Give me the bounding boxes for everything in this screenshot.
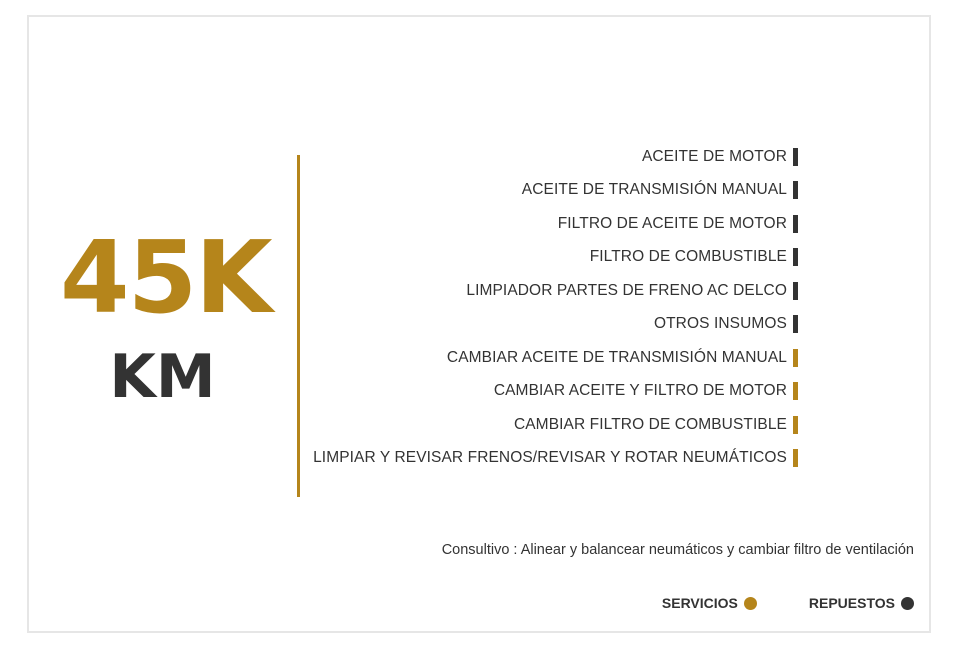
task-item [313, 140, 798, 174]
task-item [313, 341, 798, 375]
task-label: FILTRO DE COMBUSTIBLE [589, 248, 787, 266]
task-item [313, 442, 798, 476]
legend-dot [901, 597, 914, 610]
legend-item-servicios [662, 595, 757, 611]
category-marker [793, 282, 798, 300]
task-label: OTROS INSUMOS [653, 315, 787, 333]
category-marker [793, 181, 798, 199]
category-marker [793, 315, 798, 333]
task-item [313, 207, 798, 241]
task-item [313, 308, 798, 342]
legend [662, 595, 914, 611]
task-label: LIMPIADOR PARTES DE FRENO AC DELCO [466, 281, 787, 299]
category-marker [793, 449, 798, 467]
legend-dot [744, 597, 757, 610]
task-item [313, 174, 798, 208]
category-marker [793, 248, 798, 266]
advisory-note: Consultivo : Alinear y balancear neumáticos y cambiar filtro de ventilación [441, 542, 914, 558]
task-label: CAMBIAR ACEITE Y FILTRO DE MOTOR [493, 382, 787, 400]
task-item [313, 241, 798, 275]
task-label: CAMBIAR ACEITE DE TRANSMISIÓN MANUAL [446, 348, 787, 366]
mileage-value: 45K [60, 219, 271, 336]
task-label: CAMBIAR FILTRO DE COMBUSTIBLE [513, 415, 787, 433]
category-marker [793, 382, 798, 400]
task-item [313, 408, 798, 442]
category-marker [793, 349, 798, 367]
vertical-divider [297, 155, 300, 497]
category-marker [793, 416, 798, 434]
task-item [313, 375, 798, 409]
task-list [313, 140, 798, 475]
legend-label: REPUESTOS [808, 595, 895, 611]
task-label: ACEITE DE MOTOR [641, 147, 787, 165]
task-label: FILTRO DE ACEITE DE MOTOR [557, 214, 787, 232]
legend-item-repuestos [809, 595, 914, 611]
category-marker [793, 148, 798, 166]
task-label: LIMPIAR Y REVISAR FRENOS/REVISAR Y ROTAR NEUMÁTICOS [313, 449, 787, 467]
mileage-unit: KM [109, 342, 216, 412]
task-item [313, 274, 798, 308]
legend-label: SERVICIOS [661, 595, 738, 611]
category-marker [793, 215, 798, 233]
task-label: ACEITE DE TRANSMISIÓN MANUAL [521, 181, 787, 199]
